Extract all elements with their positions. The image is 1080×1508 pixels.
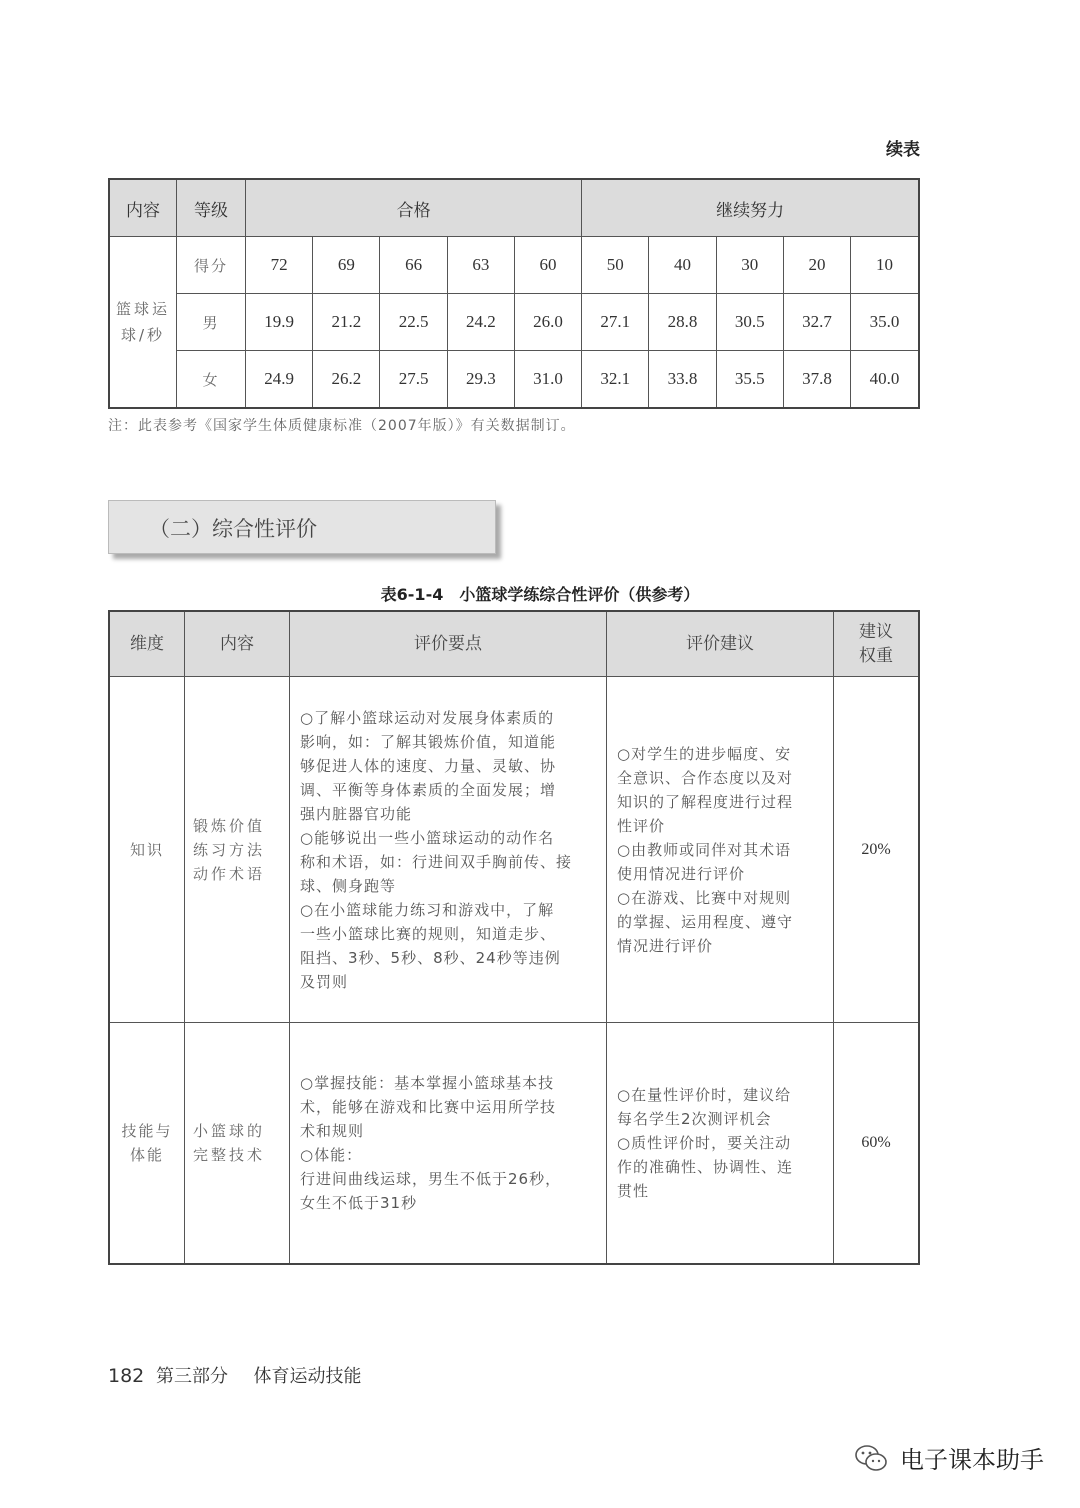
- table-header-row: [109, 179, 919, 237]
- watermark-text: 电子课本助手: [900, 1446, 1044, 1474]
- points-line: 够促进人体的速度、力量、灵敏、协: [300, 756, 557, 775]
- table-cell: 33.8: [649, 351, 716, 409]
- points-cell: [290, 1023, 607, 1265]
- table-row: [109, 351, 919, 409]
- points-line: ○了解小篮球运动对发展身体素质的: [300, 708, 555, 727]
- table-cell: 19.9: [246, 294, 313, 351]
- row-label: 得分: [177, 237, 246, 294]
- points-cell: [290, 677, 607, 1023]
- header-content: 内容: [109, 179, 177, 237]
- points-line: 球、侧身跑等: [300, 876, 397, 895]
- points-line: 影响，如：了解其锻炼价值，知道能: [300, 732, 557, 751]
- points-line: 强内脏器官功能: [300, 804, 413, 823]
- advice-line: 的掌握、运用程度、遵守: [617, 912, 794, 931]
- table-row: [109, 1023, 919, 1265]
- points-line: 术，能够在游戏和比赛中运用所学技: [300, 1098, 557, 1116]
- table-cell: 24.9: [246, 351, 313, 409]
- table-cell: 66: [380, 237, 447, 294]
- points-line: 阻挡、3秒、5秒、8秒、24秒等违例: [300, 948, 561, 967]
- table-cell: 40.0: [851, 351, 919, 409]
- advice-line: ○由教师或同伴对其术语: [617, 840, 792, 859]
- table-cell: 63: [447, 237, 514, 294]
- table-note: 注：此表参考《国家学生体质健康标准（2007年版）》有关数据制订。: [108, 418, 576, 434]
- advice-line: 情况进行评价: [617, 936, 714, 955]
- points-line: ○在小篮球能力练习和游戏中，了解: [300, 900, 555, 919]
- table-cell: 30: [716, 237, 783, 294]
- table-cell: 28.8: [649, 294, 716, 351]
- advice-line: 性评价: [617, 816, 666, 835]
- table-cell: 26.0: [514, 294, 581, 351]
- continued-label: 续表: [886, 140, 920, 160]
- weight-cell: 20%: [834, 677, 920, 1023]
- points-line: 调、平衡等身体素质的全面发展；增: [300, 780, 557, 799]
- advice-line: ○在游戏、比赛中对规则: [617, 888, 792, 907]
- header-advice: 评价建议: [607, 611, 834, 677]
- table-cell: 40: [649, 237, 716, 294]
- advice-line: 使用情况进行评价: [617, 864, 746, 883]
- advice-cell: [607, 1023, 834, 1265]
- table-row: [109, 677, 919, 1023]
- table-cell: 37.8: [783, 351, 850, 409]
- points-line: 女生不低于31秒: [300, 1194, 418, 1212]
- table-cell: 21.2: [313, 294, 380, 351]
- header-dimension: 维度: [109, 611, 185, 677]
- advice-line: 作的准确性、协调性、连: [617, 1158, 794, 1176]
- table-cell: 60: [514, 237, 581, 294]
- content-cell: 小篮球的完整技术: [185, 1023, 290, 1265]
- watermark: [854, 1440, 1044, 1475]
- points-line: 术和规则: [300, 1122, 365, 1140]
- table-cell: 72: [246, 237, 313, 294]
- table-row: [109, 237, 919, 294]
- table-cell: 27.1: [582, 294, 649, 351]
- points-line: ○体能：: [300, 1146, 363, 1164]
- header-keep-trying: 继续努力: [582, 179, 919, 237]
- points-line: 行进间曲线运球，男生不低于26秒，: [300, 1170, 562, 1188]
- advice-line: ○质性评价时，要关注动: [617, 1134, 792, 1152]
- advice-line: 每名学生2次测评机会: [617, 1110, 772, 1128]
- wechat-icon: [854, 1443, 888, 1473]
- section-title: （二）综合性评价: [149, 517, 317, 541]
- page-number: 182: [108, 1365, 145, 1387]
- table-cell: 24.2: [447, 294, 514, 351]
- table-cell: 29.3: [447, 351, 514, 409]
- points-line: 一些小篮球比赛的规则，知道走步、: [300, 924, 557, 943]
- table-cell: 26.2: [313, 351, 380, 409]
- points-line: 称和术语，如：行进间双手胸前传、接: [300, 852, 573, 871]
- section-heading: [108, 500, 496, 554]
- advice-line: ○对学生的进步幅度、安: [617, 744, 792, 763]
- weight-cell: 60%: [834, 1023, 920, 1265]
- points-line: ○能够说出一些小篮球运动的动作名: [300, 828, 555, 847]
- points-line: ○掌握技能：基本掌握小篮球基本技: [300, 1074, 555, 1092]
- table-cell: 32.7: [783, 294, 850, 351]
- table-row: [109, 294, 919, 351]
- header-pass: 合格: [246, 179, 582, 237]
- table-cell: 22.5: [380, 294, 447, 351]
- advice-line: 全意识、合作态度以及对: [617, 768, 794, 787]
- advice-line: 贯性: [617, 1182, 650, 1200]
- score-table: [108, 178, 920, 409]
- row-label: 女: [177, 351, 246, 409]
- footer-title: 体育运动技能: [253, 1366, 362, 1387]
- advice-cell: [607, 677, 834, 1023]
- table-cell: 27.5: [380, 351, 447, 409]
- content-cell: 锻炼价值练习方法动作术语: [185, 677, 290, 1023]
- footer-part: 第三部分: [156, 1366, 228, 1387]
- table-cell: 35.0: [851, 294, 919, 351]
- item-label: 篮球运球/秒: [109, 237, 177, 409]
- table-cell: 31.0: [514, 351, 581, 409]
- points-line: 及罚则: [300, 972, 349, 991]
- table-cell: 69: [313, 237, 380, 294]
- header-level: 等级: [177, 179, 246, 237]
- dimension-cell: 技能与体能: [109, 1023, 185, 1265]
- table-cell: 32.1: [582, 351, 649, 409]
- row-label: 男: [177, 294, 246, 351]
- table-cell: 30.5: [716, 294, 783, 351]
- table-cell: 50: [582, 237, 649, 294]
- advice-line: 知识的了解程度进行过程: [617, 792, 794, 811]
- dimension-cell: 知识: [109, 677, 185, 1023]
- table-cell: 10: [851, 237, 919, 294]
- table-cell: 35.5: [716, 351, 783, 409]
- table-cell: 20: [783, 237, 850, 294]
- page-footer: [108, 1362, 361, 1388]
- table-caption: 表6-1-4 小篮球学练综合性评价（供参考）: [380, 585, 700, 604]
- header-weight: 建议权重: [834, 611, 920, 677]
- header-points: 评价要点: [290, 611, 607, 677]
- table-header-row: [109, 611, 919, 677]
- evaluation-table: [108, 610, 920, 1265]
- header-content: 内容: [185, 611, 290, 677]
- advice-line: ○在量性评价时，建议给: [617, 1086, 792, 1104]
